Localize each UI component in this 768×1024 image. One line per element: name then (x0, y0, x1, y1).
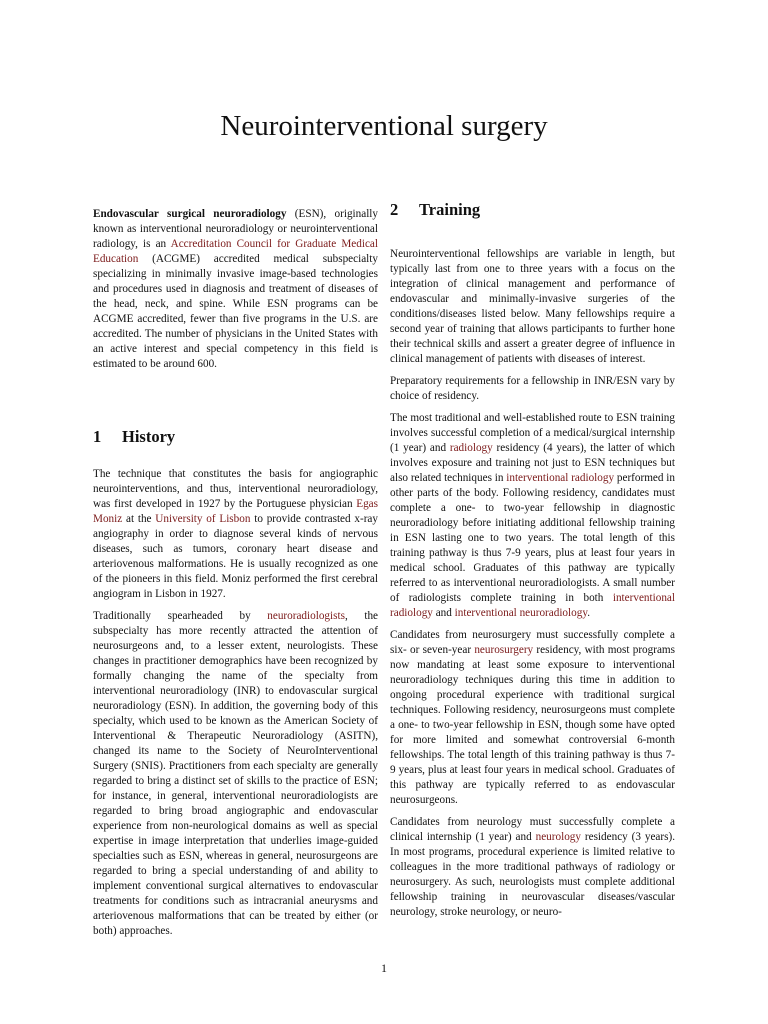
neurosurgery-link[interactable]: neurosurgery (474, 644, 534, 656)
training-heading-title: Training (419, 200, 481, 219)
page-number: 1 (381, 961, 387, 975)
neuroradiologists-link[interactable]: neuroradiologists (267, 610, 345, 622)
training-paragraph-1: Neurointerventional fellowships are variable in length, but typically last from one to three years with a focus on the integration of clinical management and performance of endovascular and minimally-invasive surgeries of the conditions/diseases listed below. Many fellowships require a second year of training that allows participants to further hone their technical skills and assert a greater degree of influence in clinical management of patients with diseases of interest. (390, 248, 675, 365)
training-p4-text-1: Candidates from neurosurgery must successfully complete a six- or seven-year (390, 629, 675, 656)
intro-paragraph (93, 207, 378, 372)
training-p4-text-2: residency, with most programs now mandating at least some exposure to interventional neuroradiology techniques during this time in addition to ongoing procedural experience with traditional surgical techniques. Following residency, neurosurgeons must complete a one- to two-year fellowship in ESN, though some have opted for more limited and somewhat controversial 6-month fellowships. The total length of this training pathway is thus 7-9 years, plus at least four years in medical school. Graduates of this pathway are typically referred to as endovascular neurosurgeons. (390, 644, 675, 806)
interventional-radiology-link[interactable]: interventional radiology (506, 472, 615, 484)
history-paragraph-1 (93, 467, 378, 602)
history-heading (93, 427, 175, 447)
history-heading-title: History (122, 427, 176, 446)
left-column (93, 207, 378, 379)
history-p1-text-2: at the (122, 513, 156, 525)
history-p2-text-2: , the subspecialty has more recently attracted the attention of neurosurgeons and, to a lesser extent, neurologists. These changes in practitioner demographics have been recognized by formally changing the name of the specialty from interventional neuroradiology (INR) to endovascular surgical neuroradiology (ESN). In addition, the governing body of this specialty, which used to be known as the American Society of Interventional & Therapeutic Neuroradiology (ASITN), changed its name to the Society of NeuroInterventional Surgery (SNIS). Practitioners from each specialty are generally regarded to bring a distinct set of skills to the practice of ESN; for instance, in general, interventional neuroradiologists are regarded to bring broad angiographic and endovascular experience from non-neurological domains as well as special expertise in image interpretation that underlies image-guided specialties such as ESN, whereas in general, neurosurgeons are regarded to bring a special understanding of and ability to implement conventional surgical alternatives to endovascular treatments for conditions such as intracranial aneurysms and arteriovenous malformations that can be treated by either (or both) approaches. (93, 610, 379, 937)
interventional-radiology-link-2[interactable]: interventional radiology (390, 592, 675, 619)
training-p3-text-3: performed in other parts of the body. Following residency, candidates must complete a one- to two-year fellowship in diagnostic neuroradiology before initiating additional fellowship training in ESN lasting one to two years. The total length of this training pathway is thus 7-9 years, plus at least four years in medical school. Graduates of this pathway are typically referred to as interventional neuroradiologists. A small number of radiologists complete training in both (390, 472, 675, 604)
intro-abbr: (ESN) (294, 208, 324, 220)
history-section (93, 467, 378, 946)
training-p5-text-2: residency (3 years). In most programs, procedural experience is limited relative to colleagues in the more traditional pathways of radiology or neurosurgery. As such, neurologists must complete additional fellowship training in neurovascular diseases/vascular neurology, stroke neurology, or neuro- (390, 831, 675, 918)
history-p2-text-1: Traditionally spearheaded by (93, 610, 268, 622)
egas-moniz-link[interactable]: Egas Moniz (93, 498, 378, 525)
training-p3-text-1: The most traditional and well-established route to ESN training involves successful completion of a medical/surgical internship (1 year) and (390, 412, 675, 454)
training-paragraph-4 (390, 628, 675, 808)
training-paragraph-3 (390, 411, 675, 621)
neurology-link[interactable]: neurology (535, 831, 581, 843)
intro-text-1: , originally known as interventional neuroradiology or neurointerventional radiology, is an (93, 208, 379, 250)
interventional-neuroradiology-link[interactable]: interventional neuroradiology (454, 607, 588, 619)
training-heading (390, 200, 480, 220)
history-paragraph-2 (93, 609, 378, 939)
training-heading-number: 2 (390, 200, 399, 219)
intro-text-2: (ACGME) accredited medical subspecialty specializing in minimally invasive image-based technologies and procedures used in diagnosis and treatment of diseases of the head, neck, and spine. While ESN programs can be ACGME accredited, fewer than five programs in the U.S. are accredited. The number of physicians in the United States with an active interest and special competency in this field is estimated to be around 600. (93, 253, 378, 370)
training-p3-text-4: and (432, 607, 455, 619)
radiology-link[interactable]: radiology (449, 442, 493, 454)
acgme-link[interactable]: Accreditation Council for Graduate Medical Education (93, 238, 378, 265)
intro-term: Endovascular surgical neuroradiology (93, 208, 287, 220)
history-p1-text-1: The technique that constitutes the basis for angiographic neurointerventions, and thus, interventional neuroradiology, was first developed in 1927 by the Portuguese physician (93, 468, 378, 510)
training-p5-text-1: Candidates from neurology must successfully complete a clinical internship (1 year) and (390, 816, 675, 843)
university-of-lisbon-link[interactable]: University of Lisbon (155, 513, 251, 525)
training-paragraph-2: Preparatory requirements for a fellowship in INR/ESN vary by choice of residency. (390, 375, 675, 402)
training-paragraph-5 (390, 815, 675, 920)
training-section (390, 247, 675, 927)
training-p3-text-2: residency (4 years), the latter of which involves exposure and training not just to ESN techniques but also related techniques in (390, 442, 675, 484)
page-title: Neurointerventional surgery (220, 110, 548, 142)
history-p1-text-3: to provide contrasted x-ray angiography in order to diagnose several kinds of nervous diseases, such as tumors, coronary heart disease and arteriovenous malformations. He is usually recognized as one of the pioneers in this field. Moniz performed the first cerebral angiogram in Lisbon in 1927. (93, 513, 378, 600)
history-heading-number: 1 (93, 427, 102, 446)
training-p3-text-5: . (587, 607, 590, 619)
